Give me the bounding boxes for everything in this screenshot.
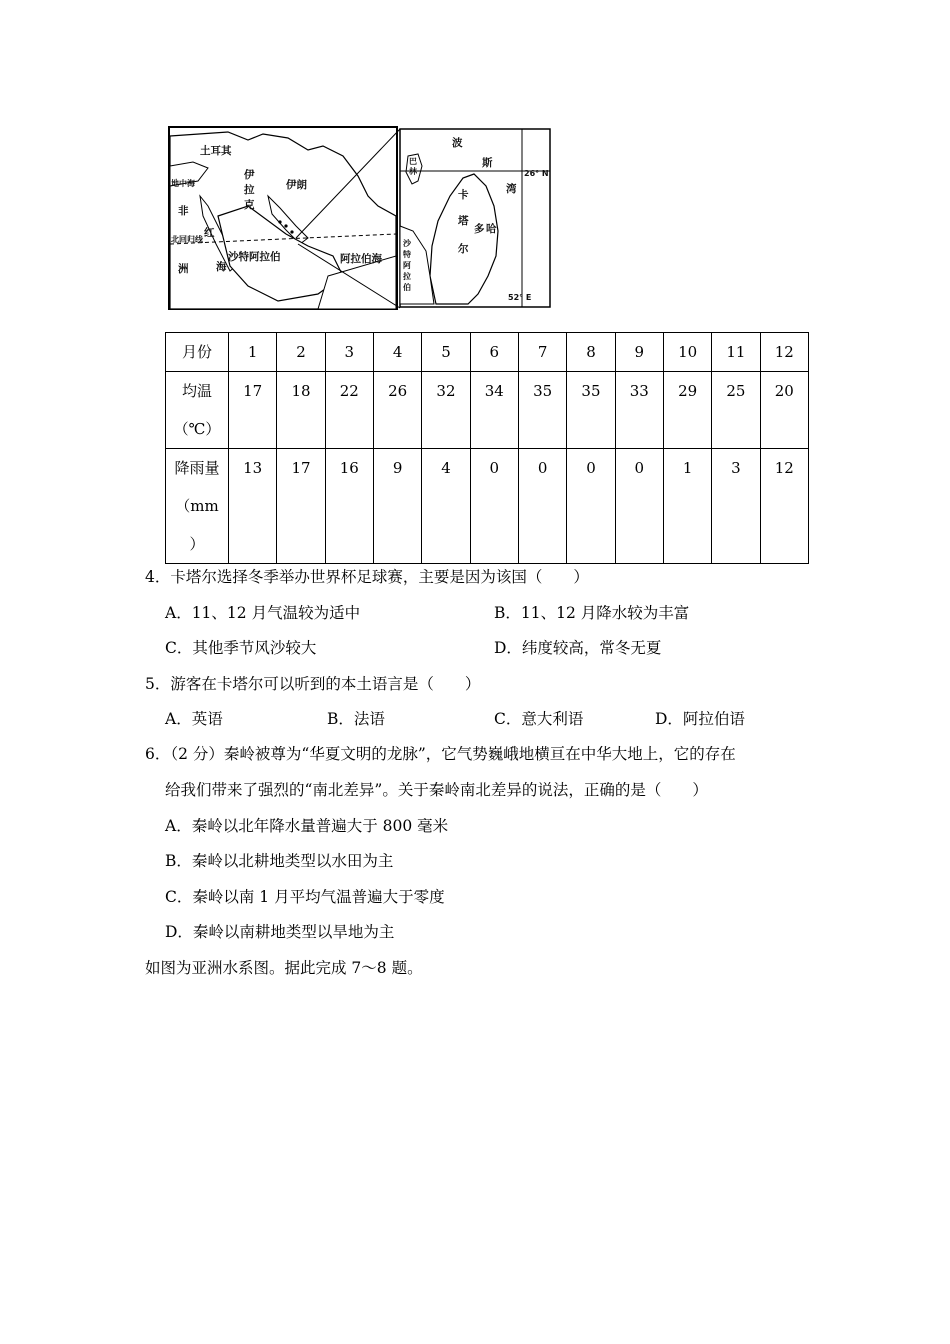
inset-label-qatar-3: 尔	[458, 243, 469, 255]
table-cell-month: 8	[567, 333, 615, 372]
inset-label-persian-3: 湾	[506, 183, 517, 195]
inset-label-saudi-2: 特	[403, 250, 411, 259]
table-cell-rain: 0	[567, 449, 615, 564]
table-header-rainfall	[166, 449, 229, 564]
table-cell-rain: 13	[229, 449, 277, 564]
map-label-red-sea-1: 红	[204, 227, 215, 239]
rain-header-line-1: 降雨量	[174, 459, 220, 477]
question-5-option-b: B．法语	[327, 710, 385, 728]
table-cell-month: 6	[470, 333, 518, 372]
city-dot	[284, 224, 287, 227]
table-cell-rain: 3	[712, 449, 760, 564]
question-6-stem-line-2: 给我们带来了强烈的“南北差异”。关于秦岭南北差异的说法，正确的是（ ）	[165, 781, 708, 799]
questions-7-8-intro: 如图为亚洲水系图。据此完成 7～8 题。	[145, 959, 423, 977]
map-label-tropic: 北回归线	[171, 235, 203, 244]
inset-label-saudi-5: 伯	[403, 283, 411, 292]
question-6-option-b: B．秦岭以北耕地类型以水田为主	[165, 852, 394, 870]
table-cell-temp: 33	[615, 372, 663, 449]
question-5-stem: 5．游客在卡塔尔可以听到的本土语言是（ ）	[145, 675, 481, 693]
table-cell-temp: 26	[373, 372, 421, 449]
table-cell-temp: 17	[229, 372, 277, 449]
table-cell-month: 11	[712, 333, 760, 372]
table-cell-month: 2	[277, 333, 325, 372]
table-cell-rain: 16	[325, 449, 373, 564]
inset-label-saudi-3: 阿	[403, 261, 411, 270]
question-5-option-c: C．意大利语	[494, 710, 584, 728]
question-4-option-a: A．11、12 月气温较为适中	[165, 604, 361, 622]
table-cell-rain: 0	[615, 449, 663, 564]
inset-label-doha-2: 哈	[486, 223, 497, 235]
table-cell-temp: 29	[663, 372, 711, 449]
table-cell-month: 12	[760, 333, 808, 372]
table-header-temperature	[166, 372, 229, 449]
table-cell-rain: 0	[518, 449, 566, 564]
question-6-option-d: D．秦岭以南耕地类型以旱地为主	[165, 923, 395, 941]
question-6-stem-line-1: 6．（2 分）秦岭被尊为“华夏文明的龙脉”，它气势巍峨地横亘在中华大地上，它的存在	[145, 745, 736, 763]
table-cell-rain: 12	[760, 449, 808, 564]
table-cell-month: 5	[422, 333, 470, 372]
question-4-option-b: B．11、12 月降水较为丰富	[494, 604, 690, 622]
inset-label-longitude: 52° E	[508, 293, 532, 302]
table-cell-temp: 35	[567, 372, 615, 449]
question-6-option-a: A．秦岭以北年降水量普遍大于 800 毫米	[165, 817, 449, 835]
inset-label-persian-2: 斯	[482, 157, 493, 169]
table-cell-month: 3	[325, 333, 373, 372]
table-cell-temp: 22	[325, 372, 373, 449]
table-cell-temp: 25	[712, 372, 760, 449]
table-cell-temp: 18	[277, 372, 325, 449]
temp-header-line-2: （℃）	[173, 420, 221, 438]
table-cell-month: 7	[518, 333, 566, 372]
table-cell-temp: 20	[760, 372, 808, 449]
map-label-iraq-3: 克	[244, 199, 255, 211]
inset-label-latitude: 26° N	[524, 169, 549, 178]
question-5-option-a: A．英语	[165, 710, 223, 728]
map-label-mediterranean: 地中海	[171, 179, 195, 188]
table-cell-rain: 17	[277, 449, 325, 564]
inset-label-doha-1: 多	[474, 223, 485, 235]
climate-table	[165, 332, 809, 564]
table-cell-rain: 4	[422, 449, 470, 564]
map-label-africa-1: 非	[178, 205, 189, 217]
table-cell-temp: 32	[422, 372, 470, 449]
temp-header-line-1: 均温	[181, 382, 212, 400]
table-cell-temp: 34	[470, 372, 518, 449]
city-dot	[278, 220, 281, 223]
inset-label-persian-1: 波	[452, 137, 463, 149]
inset-label-bahrain-2: 林	[409, 167, 417, 176]
table-cell-temp: 35	[518, 372, 566, 449]
map-label-turkey: 土耳其	[200, 145, 232, 157]
map-label-saudi: 沙特阿拉伯	[228, 251, 281, 263]
map-label-iraq-1: 伊	[244, 169, 255, 181]
map-label-iran: 伊朗	[286, 179, 307, 191]
city-dot	[290, 230, 293, 233]
map-label-iraq-2: 拉	[244, 184, 255, 196]
map-label-africa-2: 洲	[178, 263, 189, 275]
inset-label-qatar-1: 卡	[458, 189, 469, 201]
table-row-temperature	[166, 372, 809, 449]
table-cell-rain: 1	[663, 449, 711, 564]
question-5-option-d: D．阿拉伯语	[655, 710, 745, 728]
rain-header-line-3: ）	[189, 535, 205, 553]
inset-label-bahrain-1: 巴	[409, 157, 417, 166]
question-4-stem: 4．卡塔尔选择冬季举办世界杯足球赛，主要是因为该国（ ）	[145, 568, 589, 586]
table-cell-month: 10	[663, 333, 711, 372]
question-4-option-d: D．纬度较高，常冬无夏	[494, 639, 662, 657]
table-row-rainfall	[166, 449, 809, 564]
table-row-months	[166, 333, 809, 372]
rain-header-line-2: （mm	[175, 497, 219, 515]
question-6-option-c: C．秦岭以南 1 月平均气温普遍大于零度	[165, 888, 445, 906]
map-svg	[168, 126, 552, 310]
table-cell-month: 1	[229, 333, 277, 372]
table-cell-month: 9	[615, 333, 663, 372]
question-4-option-c: C．其他季节风沙较大	[165, 639, 317, 657]
table-cell-rain: 9	[373, 449, 421, 564]
table-header-month: 月份	[166, 333, 229, 372]
map-label-red-sea-2: 海	[216, 261, 227, 273]
inset-label-saudi-4: 拉	[403, 272, 411, 281]
table-cell-month: 4	[373, 333, 421, 372]
map-label-arabian-sea: 阿拉伯海	[340, 253, 382, 265]
inset-label-saudi-1: 沙	[403, 239, 411, 248]
inset-label-qatar-2: 塔	[458, 215, 469, 227]
table-cell-rain: 0	[470, 449, 518, 564]
middle-east-qatar-map	[168, 126, 552, 310]
